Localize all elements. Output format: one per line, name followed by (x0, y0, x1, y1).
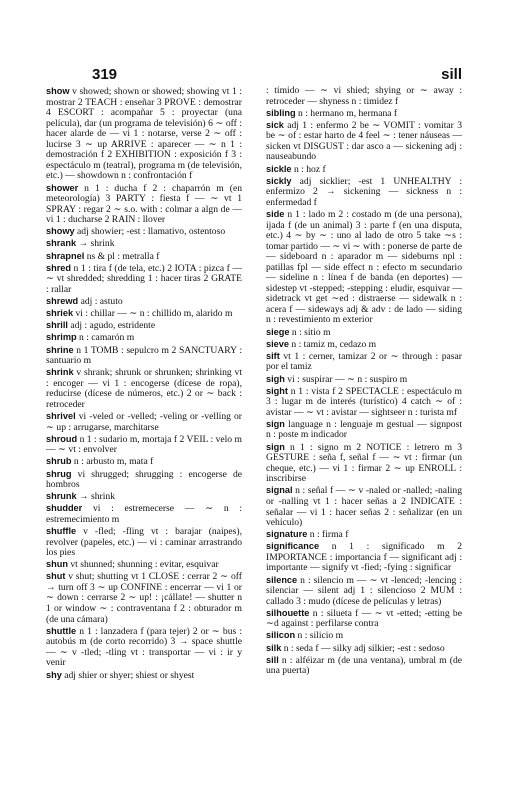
dictionary-entry (46, 491, 242, 503)
headword: sickle (266, 163, 292, 174)
entry-definition: v -fled; -fling vt : barajar (naipes), revolver (papeles, etc.) — vi : caminar arrastrando los pies (46, 526, 242, 559)
dictionary-entry (266, 108, 462, 120)
entry-definition: adj : astuto (78, 295, 123, 307)
headword: sift (266, 350, 280, 361)
headword: signature (266, 529, 308, 540)
headword: shrub (46, 456, 72, 467)
headword: shrill (46, 320, 68, 331)
headword: shrunk (46, 491, 77, 502)
dictionary-entry (266, 442, 462, 485)
entry-definition: n 1 TOMB : sepulcro m 2 SANCTUARY : santuario m (46, 344, 242, 367)
headword: side (266, 208, 285, 219)
dictionary-entry (46, 571, 242, 625)
headword: sight (266, 385, 288, 396)
dictionary-entry (46, 670, 242, 682)
dictionary-entry (266, 386, 462, 419)
entry-definition: v showed; shown or showed; showing vt 1 : mostrar 2 TEACH : enseñar 3 PROVE : demostrar 4 ESCORT : acompañar 5 : proyectar (una película), dar (un programa de televisión) 6 ∼ off : hacer alarde de — vi 1 : notarse, verse 2 ∼ off : lucirse 3 ∼ up ARRIVE : aparecer — ∼ n 1 : demostración f 2 EXHIBITION : exposición f 3 : espectáculo m (teatral), programa m (de televisión, etc.) — showdown n : confrontación f (46, 86, 242, 182)
headword: shrine (46, 344, 74, 355)
entry-definition: n 1 : ducha f 2 : chaparrón m (en meteorología) 3 PARTY : fiesta f — ∼ vt 1 SPRAY : regar 2 ∼ s.o. with : colmar a algn de — vi 1 : ducharse 2 RAIN : llover (46, 182, 242, 226)
dictionary-entry (46, 626, 242, 669)
headword: silk (266, 642, 282, 653)
dictionary-entry (266, 643, 462, 655)
dictionary-entry (46, 469, 242, 491)
dictionary-entry (46, 456, 242, 468)
entry-definition: n 1 : lado m 2 : costado m (de una persona), ijada f (de un animal) 3 : parte f (en una disputa, etc.) 4 ∼ by ∼ : uno al lado de otro 5 take ∼s : tomar partido — ∼ vi ∼ with : ponerse de parte de — sideboard n : aparador m — sideburns npl : patillas fpl — side effect n : efecto m secundario — sideline n : línea f de banda (en deportes) — sidestep vt -stepped; -stepping : eludir, esquivar — sidetrack vt get ∼ed : distraerse — sidewalk n : acera f — sideways adj & adv : de lado — siding n : revestimiento m exterior (266, 208, 462, 326)
entry-definition: v shrank; shrunk or shrunken; shrinking vt : encoger — vi 1 : encogerse (dícese de ropa), reducirse (dícese de números, etc.) 2 or ∼ back : retroceder (46, 367, 242, 410)
headword: shred (46, 262, 72, 273)
dictionary-entry (266, 176, 462, 209)
dictionary-entry (266, 209, 462, 326)
dictionary-entry (46, 238, 242, 250)
entry-definition: n 1 : significado m 2 IMPORTANCE : importancia f — significant adj : importante — signify vt -fied; -fying : significar (266, 541, 462, 574)
dictionary-entry (266, 529, 462, 541)
entry-definition: n : alféizar m (de una ventana), umbral m (de una puerta) (266, 654, 462, 677)
headword: shower (46, 182, 79, 193)
dictionary-entry (266, 120, 462, 163)
headword: sill (266, 654, 279, 665)
entry-definition: n 1 : vista f 2 SPECTACLE : espectáculo m 3 : lugar m de interés (turístico) 4 catch ∼ of : avistar — ∼ vt : avistar — sightseer n : turista mf (266, 385, 462, 418)
headword: signal (266, 485, 293, 496)
headword: silicon (266, 630, 296, 641)
entry-definition: adj shier or shyer; shiest or shyest (61, 669, 195, 681)
entry-definition: : tímido — ∼ vi shied; shying or ∼ away : retroceder — shyness n : timidez f (266, 85, 462, 107)
dictionary-entry (46, 332, 242, 344)
entry-definition: vi : suspirar — ∼ n : suspiro m (284, 373, 408, 385)
headword: shrink (46, 367, 74, 378)
dictionary-entry (46, 263, 242, 296)
entry-definition: n 1 : signo m 2 NOTICE : letrero m 3 GESTURE : seña f, señal f — ∼ vt : firmar (un cheque, etc.) — vi 1 : firmar 2 ∼ up ENROLL : inscribirse (266, 441, 462, 485)
dictionary-entry (266, 164, 462, 176)
entry-definition: vi : estremecerse — ∼ n : estremecimiento m (46, 503, 242, 525)
headword: shun (46, 559, 68, 570)
entry-definition: n 1 : tira f (de tela, etc.) 2 IOTA : pizca f — ∼ vt shredded; shredding 1 : hacer tiras 2 GRATE : rallar (46, 262, 242, 295)
entry-definition: adj : agudo, estridente (67, 320, 156, 332)
dictionary-entry (266, 419, 462, 441)
dictionary-entry (266, 327, 462, 339)
headword: significance (266, 541, 320, 552)
left-column (46, 86, 242, 682)
headword: shrimp (46, 332, 77, 343)
entry-definition: vi : chillar — ∼ n : chillido m, alarido m (73, 308, 233, 320)
dictionary-entry (46, 367, 242, 410)
entry-definition: n : señal f — ∼ v -naled or -nalled; -naling or -nalling vt 1 : hacer señas a 2 INDICATE : señalar — vi 1 : hacer señas 2 : señalizar (en un vehículo) (266, 485, 462, 529)
headword: shrapnel (46, 250, 85, 261)
headword: sign (266, 418, 285, 429)
dictionary-entry (266, 86, 462, 107)
headword: silhouette (266, 607, 310, 618)
entry-definition: → shrink (76, 238, 115, 250)
entry-definition: n : seda f — silky adj silkier; -est : sedoso (281, 642, 445, 654)
headword: sickly (266, 175, 292, 186)
entry-definition: n : sitio m (289, 326, 331, 338)
headword: shy (46, 669, 62, 680)
headword: shudder (46, 503, 83, 514)
entry-definition: n 1 : sudario m, mortaja f 2 VEIL : velo m — ∼ vt : envolver (46, 433, 242, 456)
headword: shuttle (46, 625, 77, 636)
page-number: 319 (92, 66, 118, 83)
dictionary-entry (46, 411, 242, 433)
headword: siege (266, 326, 290, 337)
dictionary-entry (46, 503, 242, 525)
headword: show (46, 86, 70, 96)
dictionary-entry (266, 374, 462, 386)
dictionary-entry (266, 575, 462, 608)
dictionary-entry (46, 86, 242, 182)
headword: shrewd (46, 295, 79, 306)
entry-definition: adj 1 : enfermo 2 be ∼ VOMIT : vomitar 3 be ∼ of : estar harto de 4 feel ∼ : tener náuseas — sicken vt DISGUST : dar asco a — sickening adj : nauseabundo (266, 119, 462, 163)
headword: shrug (46, 468, 72, 479)
dictionary-entry (46, 226, 242, 238)
dictionary-entry (46, 559, 242, 571)
right-column (266, 86, 462, 677)
dictionary-entry (266, 339, 462, 351)
guide-word: sill (441, 66, 462, 83)
headword: sign (266, 441, 285, 452)
dictionary-entry (46, 345, 242, 367)
dictionary-entry (266, 541, 462, 574)
dictionary-entry (266, 608, 462, 630)
entry-definition: vt shunned; shunning : evitar, esquivar (67, 559, 219, 571)
headword: shuffle (46, 526, 77, 537)
entry-definition: n : camarón m (76, 332, 135, 344)
headword: sick (266, 119, 284, 130)
entry-definition: n : silicio m (295, 630, 344, 642)
dictionary-entry (46, 183, 242, 226)
dictionary-entry (46, 308, 242, 320)
entry-definition: n : silencio m — ∼ vt -lenced; -lencing : silenciar — silent adj 1 : silencioso 2 MUM : callado 3 : mudo (dícese de películas y letras) (266, 574, 462, 607)
dictionary-entry (46, 251, 242, 263)
entry-definition: adj sicklier; -est 1 UNHEALTHY : enfermizo 2 → sickening — sickness n : enfermedad f (266, 175, 462, 208)
dictionary-entry (266, 655, 462, 677)
headword: silence (266, 574, 298, 585)
dictionary-entry (46, 434, 242, 456)
headword: shroud (46, 433, 78, 444)
dictionary-entry (266, 351, 462, 373)
entry-definition: vt 1 : cerner, tamizar 2 or ∼ through : pasar por el tamiz (266, 350, 462, 373)
headword: sibling (266, 107, 296, 118)
dictionary-entry (266, 485, 462, 528)
headword: showy (46, 226, 75, 237)
entry-definition: adj showier; -est : llamativo, ostentoso (74, 226, 226, 238)
headword: sigh (266, 373, 285, 384)
entry-definition: vi -veled or -velled; -veling or -velling or ∼ up : arrugarse, marchitarse (46, 410, 242, 433)
entry-definition: n : silueta f — ∼ vt -etted; -etting be ∼d against : perfilarse contra (266, 607, 462, 630)
entry-definition: v shut; shutting vt 1 CLOSE : cerrar 2 ∼ off → turn off 3 ∼ up CONFINE : encerrar — vi 1 or ∼ down : cerrarse 2 ∼ up! : ¡cállate! — shutter n 1 or window ∼ : contraventana f 2 : obturador m (de una cámara) (46, 571, 242, 625)
entry-definition: n : firma f (307, 529, 349, 541)
headword: shrank (46, 238, 77, 249)
entry-definition: n : tamiz m, cedazo m (289, 338, 377, 350)
dictionary-entry (266, 630, 462, 642)
entry-definition: ns & pl : metralla f (84, 250, 160, 262)
entry-definition: → shrink (76, 491, 116, 503)
entry-definition: n : hoz f (291, 163, 326, 175)
headword: shrivel (46, 410, 76, 421)
dictionary-entry (46, 296, 242, 308)
entry-definition: n : arbusto m, mata f (71, 456, 154, 468)
headword: shut (46, 571, 66, 582)
headword: sieve (266, 338, 289, 349)
entry-definition: language n : lenguaje m gestual — signpost n : poste m indicador (266, 418, 462, 441)
headword: shriek (46, 308, 74, 319)
entry-definition: n 1 : lanzadera f (para tejer) 2 or ∼ bus : autobús m (de corto recorrido) 3 → space shuttle — ∼ v -tled; -tling vt : transportar — vi : ir y venir (46, 625, 242, 669)
dictionary-entry (46, 526, 242, 559)
entry-definition: vi shrugged; shrugging : encogerse de hombros (46, 468, 242, 491)
dictionary-entry (46, 320, 242, 332)
entry-definition: n : hermano m, hermana f (295, 107, 398, 119)
